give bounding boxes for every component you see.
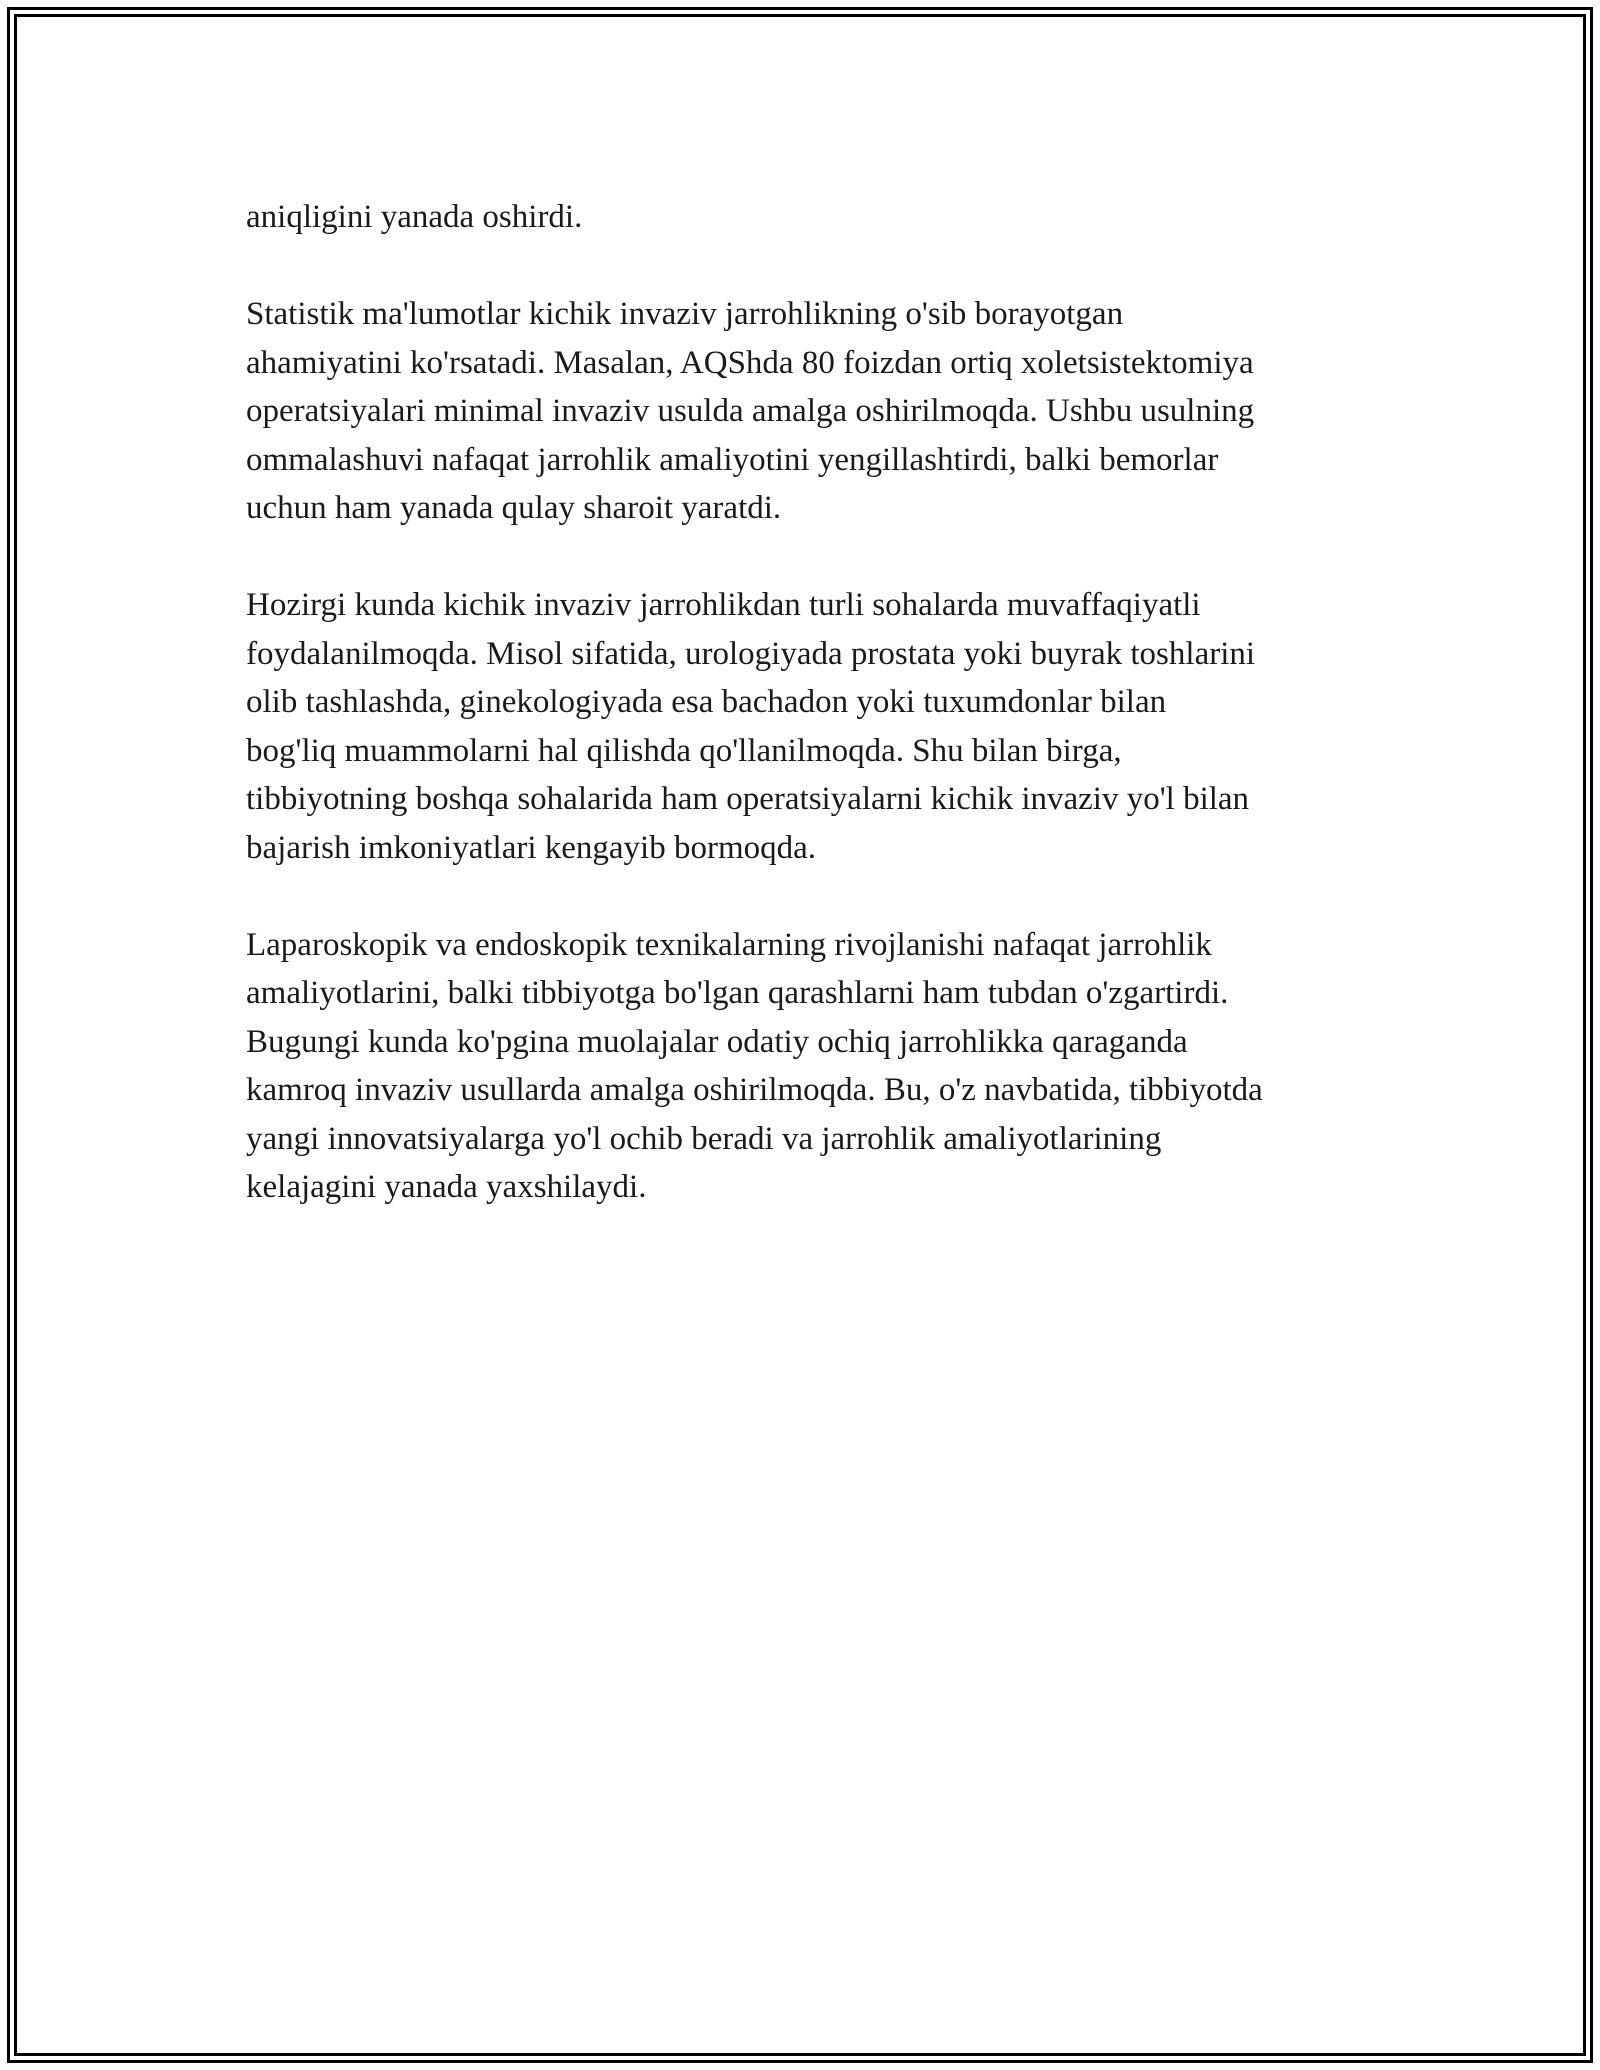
paragraph-applications: Hozirgi kunda kichik invaziv jarrohlikdan turli sohalarda muvaffaqiyatli foydalanilmoqda. Misol sifatida, urologiyada prostata yoki buyrak toshlarini olib tashlashda, ginekologiyada esa bachadon yoki tuxumdonlar bilan bog'liq muammolarni hal qilishda qo'llanilmoqda. Shu bilan birga, tibbiyotning boshqa sohalarida ham operatsiyalarni kichik invaziv yo'l bilan bajarish imkoniyatlari kengayib bormoqda. bbox=[246, 587, 1256, 866]
paragraph-statistics: Statistik ma'lumotlar kichik invaziv jarrohlikning o'sib borayotgan ahamiyatini ko'rsatadi. Masalan, AQShda 80 foizdan ortiq xoletsistektomiya operatsiyalari minimal invaziv usulda amalga oshirilmoqda. Ushbu usulning ommalashuvi nafaqat jarrohlik amaliyotini yengillashtirdi, balki bemorlar uchun ham yanada qulay sharoit yaratdi. bbox=[246, 296, 1255, 526]
paragraph-continuation: aniqligini yanada oshirdi. bbox=[246, 199, 583, 235]
page-frame bbox=[7, 7, 1593, 2063]
document-body bbox=[246, 193, 1386, 1260]
paragraph-techniques: Laparoskopik va endoskopik texnikalarning rivojlanishi nafaqat jarrohlik amaliyotlarini, balki tibbiyotga bo'lgan qarashlarni ham tubdan o'zgartirdi. Bugungi kunda ko'pgina muolajalar odatiy ochiq jarrohlikka qaraganda kamroq invaziv usullarda amalga oshirilmoqda. Bu, o'z navbatida, tibbiyotda yangi innovatsiyalarga yo'l ochib beradi va jarrohlik amaliyotlarining kelajagini yanada yaxshilaydi. bbox=[246, 926, 1263, 1205]
